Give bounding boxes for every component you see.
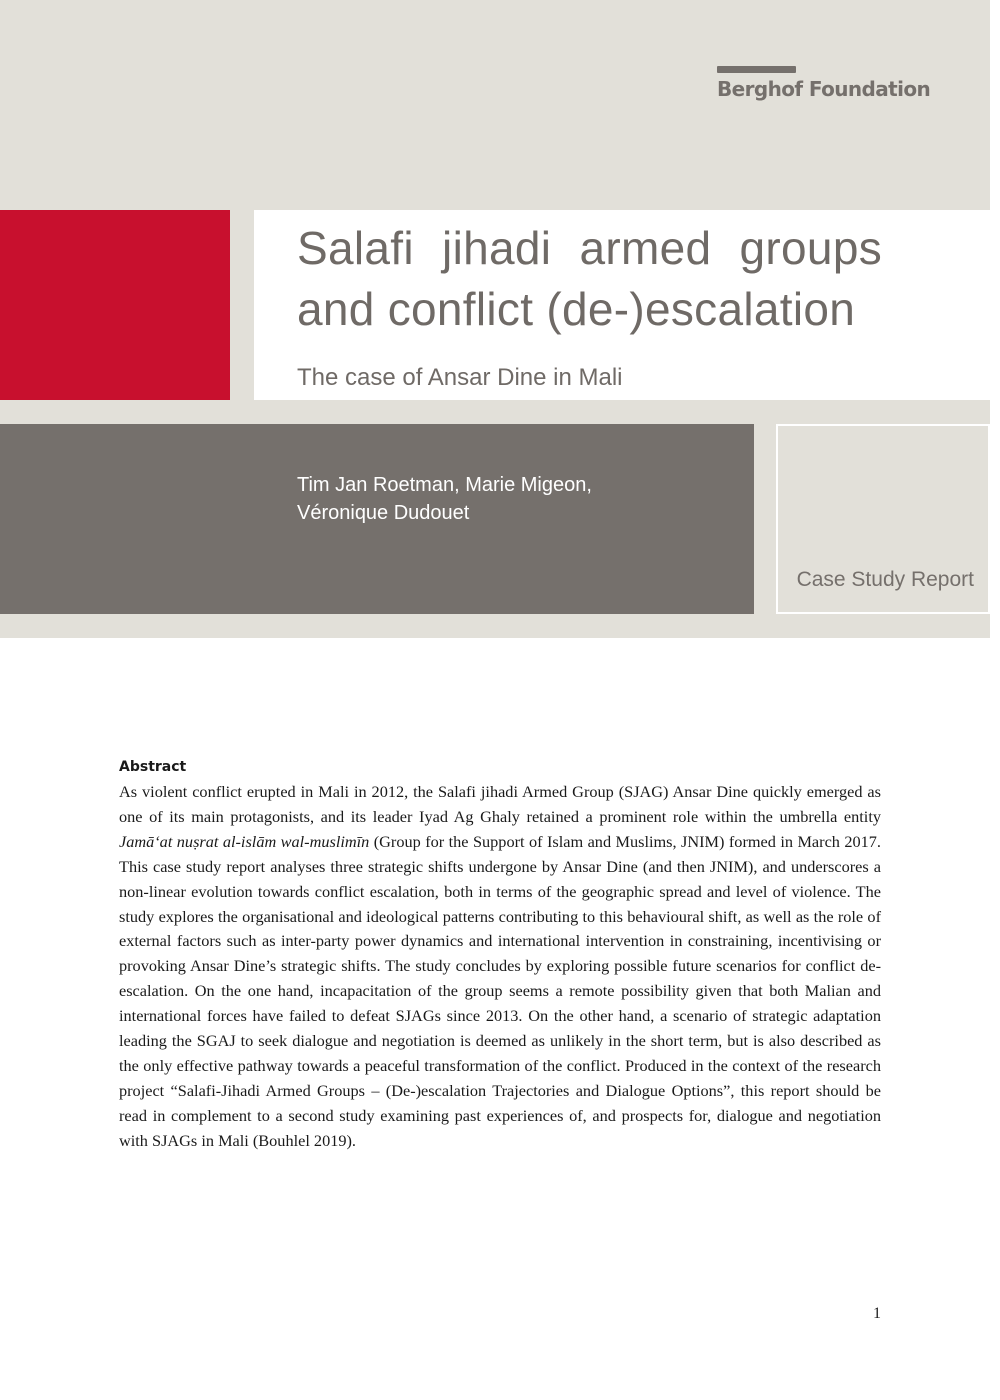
abstract-body <box>119 780 881 1154</box>
author-list <box>297 471 597 527</box>
logo-bar-mark <box>717 66 796 73</box>
abstract-italic-term: Jamā‘at nuṣrat al-islām wal-muslimīn <box>119 831 370 851</box>
abstract-text: As violent conflict erupted in Mali in 2012, the Salafi jihadi Armed Group (SJAG) Ansar Dine quickly emerged as one of its main protagonists, and its leader Iyad Ag Ghaly retained a prominent role within the umbrella entity <box>119 782 881 826</box>
red-accent-block <box>0 210 230 400</box>
berghof-logo <box>717 66 930 101</box>
logo-text: Berghof Foundation <box>717 77 931 101</box>
author-panel <box>0 424 754 614</box>
abstract-section <box>119 757 881 1154</box>
abstract-text: (Group for the Support of Islam and Muslims, JNIM) formed in March 2017. This case study report analyses three strategic shifts undergone by Ansar Dine (and then JNIM), and underscores a non-linear evolution towards conflict escalation, both in terms of the geographic spread and level of violence. The study explores the organisational and ideological patterns contributing to this behavioural shift, as well as the role of external factors such as inter-party power dynamics and international intervention in constraining, incentivising or provoking Ansar Dine’s strategic shifts. The study concludes by exploring possible future scenarios for conflict de-escalation. On the one hand, incapacitation of the group seems a remote possibility given that both Malian and international forces have failed to defeat SJAGs since 2013. On the other hand, a scenario of strategic adaptation leading the SGAJ to seek dialogue and negotiation is deemed as unlikely in the short term, but is also described as the only effective pathway towards a peaceful transformation of the conflict. Produced in the context of the research project “Salafi-Jihadi Armed Groups – (De-)escalation Trajectories and Dialogue Options”, this report should be read in complement to a second study examining past experiences of, and prospects for, dialogue and negotiation with SJAGs in Mali (Bouhlel 2019). <box>119 831 882 1150</box>
author-line: Tim Jan Roetman, Marie Migeon, <box>297 474 592 496</box>
title-panel <box>254 210 990 400</box>
cover-header-band <box>0 0 990 638</box>
abstract-heading: Abstract <box>119 759 187 775</box>
author-line: Véronique Dudouet <box>297 502 470 524</box>
page-number: 1 <box>873 1305 881 1322</box>
report-subtitle: The case of Ansar Dine in Mali <box>297 364 623 391</box>
report-type-panel <box>776 424 990 614</box>
report-type-label: Case Study Report <box>796 568 974 591</box>
report-title: Salafi jihadi armed groups and conflict (de-)escalation <box>297 222 882 335</box>
